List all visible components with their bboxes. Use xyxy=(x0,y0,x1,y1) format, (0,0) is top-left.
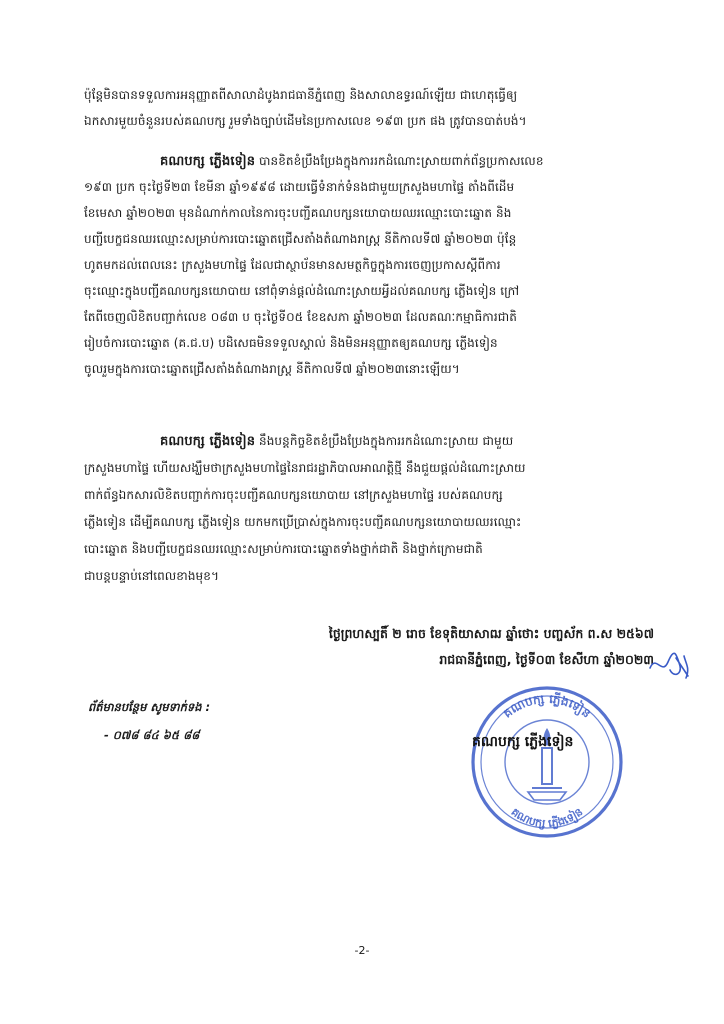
paragraph-1-line-1: ប៉ុន្តែមិនបានទទួលការអនុញ្ញាតពីសាលាដំបូងរាជធានីភ្នំពេញ និងសាលាឧទ្ធរណ៍ឡើយ ជាហេតុធ្វើឲ្យ xyxy=(84,88,518,102)
seal-ring-text-bottom: គណបក្ស ភ្លើងទៀន xyxy=(508,805,586,831)
paragraph-2-first-line-text: បានខិតខំប្រឹងប្រែងក្នុងការរកដំណោះស្រាយពាក់ព័ន្ធប្រកាសលេខ xyxy=(255,154,544,168)
party-name: គណបក្ស ភ្លើងទៀន xyxy=(160,154,256,169)
paragraph-3-line-1 xyxy=(160,432,658,451)
handwritten-initial-icon xyxy=(646,648,692,682)
paragraph-2-line-2: ១៩៣ ប្រក ចុះថ្ងៃទី២៣ ខែមីនា ឆ្នាំ១៩៩៨ ដោយធ្វើទំនាក់ទំនងជាមួយក្រសួងមហាផ្ទៃ តាំងពីដើម xyxy=(84,180,515,194)
paragraph-2-line-8: រៀបចំការបោះឆ្នោត (គ.ជ.ប) បដិសេធមិនទទួលស្គាល់ និងមិនអនុញ្ញាតឲ្យគណបក្ស ភ្លើងទៀន xyxy=(84,336,498,350)
paragraph-3-first-line-text: នឹងបន្តកិច្ចខិតខំប្រឹងប្រែងក្នុងការរកដំណោះស្រាយ ជាមួយ xyxy=(255,434,514,448)
contact-label: ព័ត៌មានបន្ថែម សូមទាក់ទង : xyxy=(88,700,211,714)
paragraph-2-line-5: ហូតមកដល់ពេលនេះ ក្រសួងមហាផ្ទៃ ដែលជាស្ថាប័នមានសមត្ថកិច្ចក្នុងការចេញប្រកាសស្តីពីការ xyxy=(84,258,501,272)
paragraph-3-line-4: ភ្លើងទៀន ដើម្បីគណបក្ស ភ្លើងទៀន យកមកប្រើប្រាស់ក្នុងការចុះបញ្ជីគណបក្សនយោបាយឈរឈ្មោះ xyxy=(84,515,522,529)
paragraph-3-line-2: ក្រសួងមហាផ្ទៃ ហើយសង្ឃឹមថាក្រសួងមហាផ្ទៃនៃរាជរដ្ឋាភិបាលអាណត្តិថ្មី នឹងជួយផ្តល់ដំណោះស្រាយ xyxy=(84,461,526,475)
signature-party-name: គណបក្ស ភ្លើងទៀន xyxy=(472,734,574,750)
paragraph-2-line-4: បញ្ជីបេក្ខជនឈរឈ្មោះសម្រាប់ការបោះឆ្នោតជ្រើសតាំងតំណាងរាស្ត្រ នីតិកាលទី៧ ឆ្នាំ២០២៣ ប៉ុន្តែ xyxy=(84,232,517,246)
paragraph-3-line-6: ជាបន្តបន្ទាប់នៅពេលខាងមុខ។ xyxy=(84,569,219,583)
paragraph-2-line-3: ខែមេសា ឆ្នាំ២០២៣ មុនដំណាក់កាលនៃការចុះបញ្ជីគណបក្សនយោបាយឈរឈ្មោះបោះឆ្នោត និង xyxy=(84,206,512,220)
paragraph-1-line-2: ឯកសារមួយចំនួនរបស់គណបក្ស រួមទាំងច្បាប់ដើមនៃប្រកាសលេខ ១៩៣ ប្រក ផង ត្រូវបានបាត់បង់។ xyxy=(84,114,527,128)
party-name: គណបក្ស ភ្លើងទៀន xyxy=(160,434,256,449)
page-number: -2- xyxy=(354,944,370,957)
svg-text:គណបក្ស ភ្លើងទៀន xyxy=(509,805,586,830)
paragraph-3-line-5: បោះឆ្នោត និងបញ្ជីបេក្ខជនឈរឈ្មោះសម្រាប់ការបោះឆ្នោតទាំងថ្នាក់ជាតិ និងថ្នាក់ក្រោមជាតិ xyxy=(84,542,483,556)
paragraph-2-line-1 xyxy=(160,152,658,171)
paragraph-3-line-3: ពាក់ព័ន្ធឯកសារលិខិតបញ្ជាក់ការចុះបញ្ជីគណបក្សនយោបាយ នៅក្រសួងមហាផ្ទៃ របស់គណបក្ស xyxy=(84,488,503,502)
party-seal-icon xyxy=(462,676,632,846)
date-solar: រាជធានីភ្នំពេញ, ថ្ងៃទី០៣ ខែសីហា ឆ្នាំ២០២៣ xyxy=(439,652,654,667)
date-lunar: ថ្ងៃព្រហស្បតិ៍ ២ រោច ខែទុតិយាសាឍ ឆ្នាំថោះ បញ្ចស័ក ព.ស ២៥៦៧ xyxy=(328,626,654,641)
paragraph-2-line-9: ចូលរួមក្នុងការបោះឆ្នោតជ្រើសតាំងតំណាងរាស្ត្រ នីតិកាលទី៧ ឆ្នាំ២០២៣នោះឡើយ។ xyxy=(84,362,460,376)
seal-ring-text: គណបក្ស ភ្លើងទៀន xyxy=(500,691,594,721)
paragraph-2-line-7: តែពីចេញលិខិតបញ្ជាក់លេខ ០៨៣ ប ចុះថ្ងៃទី០៥ ខែឧសភា ឆ្នាំ២០២៣ ដែលគណៈកម្មាធិការជាតិ xyxy=(84,310,517,324)
paragraph-2-line-6: ចុះឈ្មោះក្នុងបញ្ជីគណបក្សនយោបាយ នៅពុំទាន់ផ្តល់ដំណោះស្រាយអ្វីដល់គណបក្ស ភ្លើងទៀន ក្រៅ xyxy=(84,284,520,298)
contact-phone: - ០៧៨ ៨៤ ៦៥ ៨៨ xyxy=(104,728,200,742)
